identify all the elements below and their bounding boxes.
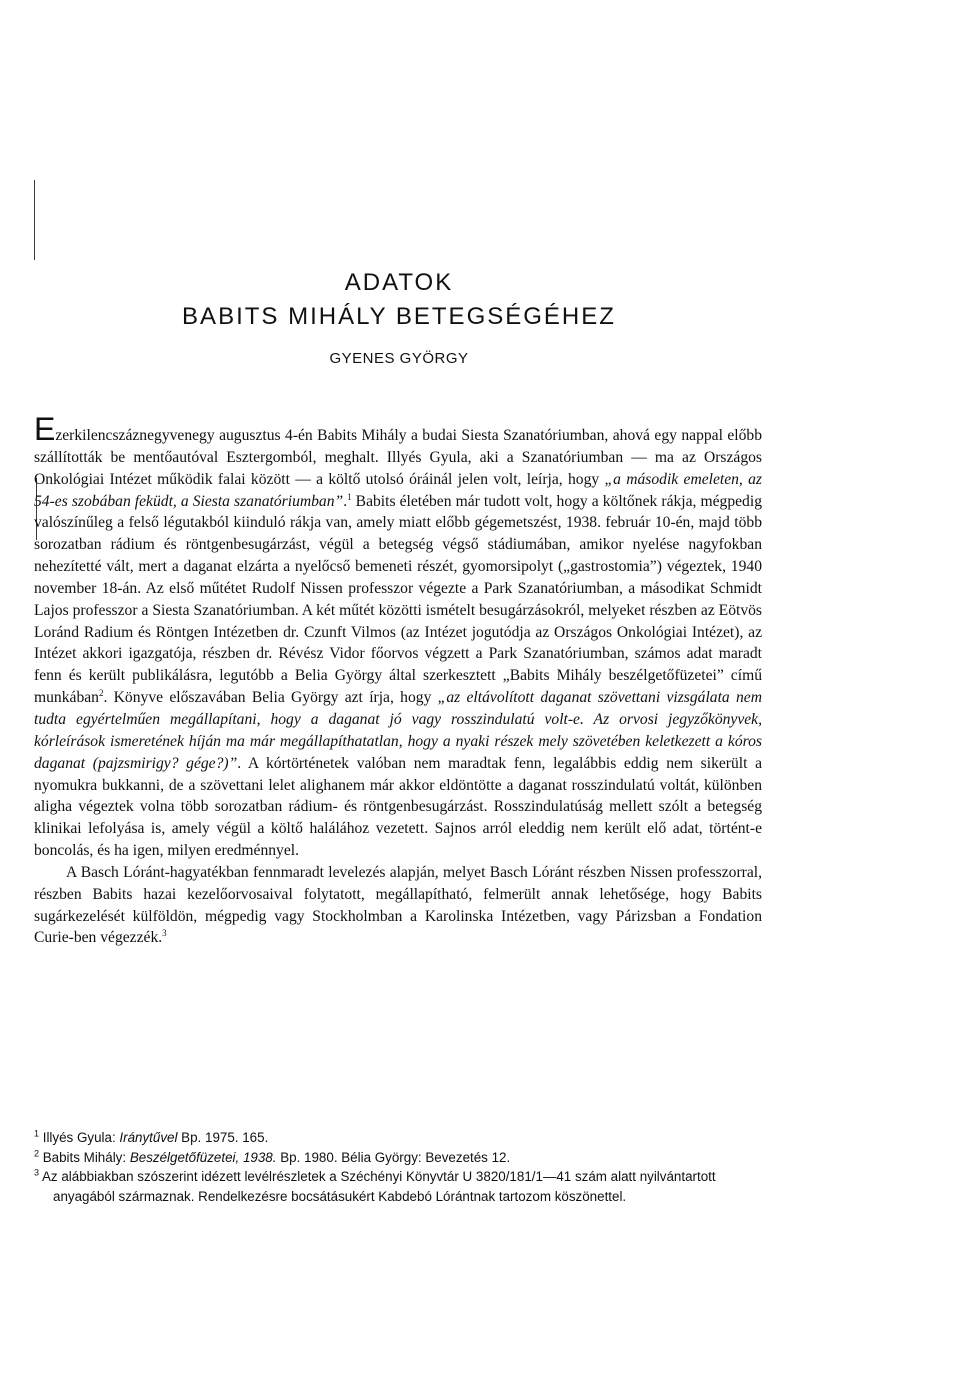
text-run: . A kórtörténetek valóban nem maradtak fenn, legalábbis eddig nem sikerült a nyomukra bukkanni, de a szövettani lelet alighanem már akkor eldöntötte a daganat rosszindulatú voltát, különben aligha végeztek volna több sorozatban rádium- és röntgenbesugárzást. Rosszindulatúság mellett szólt a betegség klinikai lefolyása is, amely végül a költő halálához vezetett. Sajnos arról eleddig nem került elő adat, történt-e boncolás, és ha igen, milyen eredménnyel. <box>34 754 763 860</box>
text-run: Babits életében már tudott volt, hogy a költőnek rákja, mégpedig valószínűleg a felső légutakból kiinduló rákja van, amely miatt előbb gégemetszést, 1938. február 10-én, majd több sorozatban rádium és röntgenbesugárzást, végül a betegség végső stádiumában, amikor nyelése nagyfokban nehezítetté vált, mert a daganat elzárta a nyelőcső bemeneti részét, gyomorsipolyt („gastrostomia”) végeztek, 1940 november 18-án. Az első műtétet Rudolf Nissen professzor végezte a Park Szanatóriumban, a másodikat Schmidt Lajos professzor a Siesta Szanatóriumban. A két műtét közötti ismételt besugárzásokról, melyeket részben az Eötvös Loránd Radium és Röntgen Intézetben dr. Czunft Vilmos (az Intézet jogutódja az Országos Onkológiai Intézet), az Intézet akkori igazgatója, részben dr. Révész Vidor főorvos végzett a Park Szanatóriumban, számos adat maradt fenn és került publikálásra, legutóbb a Belia György által szerkesztett „Babits Mihály beszélgetőfüzetei” című munkában <box>34 492 762 707</box>
footnote-text: Bp. 1975. 165. <box>177 1130 269 1145</box>
footnote-mark: 2 <box>34 1148 40 1159</box>
drop-cap: E <box>34 411 56 447</box>
footnotes <box>34 1128 762 1206</box>
footnote-mark: 3 <box>34 1167 40 1178</box>
text-run: zerkilencszáznegyvenegy augusztus 4-én Babits Mihály a budai Siesta Szanatóriumban, ahová egy nappal előbb szállították be mentőautóval Esztergomból, meghalt. Illyés Gyula, aki a Szanatóriumban — ma az Országos Onkológiai Intézet működik falai között — a költő utolsó óráinál jelen volt, leírja, hogy <box>34 427 762 488</box>
quote-italic: „az eltávolított daganat szövettani vizsgálata nem tudta egyértelműen megállapítani, hogy a daganat jó vagy rosszindulatú volt-e. Az orvosi jegyzőkönyvek, kórleírások ismeretének híján ma már megállapíthatatlan, hogy a nyaki részek mely szövetében keletkezett a kóros daganat (pajzsmirigy? gége?)” <box>34 689 762 772</box>
footnote-1 <box>34 1128 762 1148</box>
paragraph-2 <box>34 862 762 949</box>
title-block <box>34 266 764 367</box>
footnote-2 <box>34 1148 762 1168</box>
article-title-line-2: BABITS MIHÁLY BETEGSÉGÉHEZ <box>182 303 616 330</box>
footnote-mark: 1 <box>34 1128 40 1139</box>
footnote-ref: 3 <box>162 928 167 939</box>
quote-italic: „a második emeleten, az 54-es szobában feküdt, a Siesta szanatóriumban” <box>34 470 763 510</box>
paragraph-1: Ezerkilencszáznegyvenegy augusztus 4-én Babits Mihály a budai Siesta Szanatóriumban, ahová egy nappal előbb szállították be mentőautóval Esztergomból, meghalt. Illyés Gyula, aki a Szanatóriumban — ma az Országos Onkológiai Intézet működik falai között — a költő utolsó óráinál jelen volt, leírja, hogy „a második emeleten, az 54-es szobában feküdt, a Siesta szanatóriumban”.$^1$ Babits életében már tudott volt, hogy a költőnek rákja, mégpedig valószínűleg a felső légutakból kiinduló rákja van, amely miatt előbb gégemetszést, 1938. február 10-én, majd több sorozatban rádium és röntgenbesugárzást, végül a betegség végső stádiumában, amikor nyelése nagyfokban nehezítetté vált, mert a daganat elzárta a nyelőcső bemeneti részét, gyomorsipolyt („gastrostomia”) végeztek, 1940 november 18-án. Az első műtétet Rudolf Nissen professzor végezte a Park Szanatóriumban, a másodikat Schmidt Lajos professzor a Siesta Szanatóriumban. A két műtét közötti ismételt besugárzásokról, melyeket részben az Eötvös Loránd Radium és Röntgen Intézetben dr. Czunft Vilmos (az Intézet jogutódja az Országos Onkológiai Intézet), az Intézet akkori igazgatója, részben dr. Révész Vidor főorvos végzett a Park Szanatóriumban, számos adat maradt fenn és került publikálásra, legutóbb a Belia György által szerkesztett „Babits Mihály beszélgetőfüzetei” című munkában$^2$. Könyve előszavában Belia György azt írja, hogy „az eltávolított daganat szövettani vizsgálata nem tudta egyértelműen megállapítani, hogy a daganat jó vagy rosszindulatú volt-e. Az orvosi jegyzőkönyvek, kórleírások ismeretének híján ma már megállapíthatatlan, hogy a nyaki részek mely szövetében keletkezett a kóros daganat (pajzsmirigy? gége?)”. A kórtörténetek valóban nem maradtak fenn, legalábbis eddig nem sikerült a nyomukra bukkanni, de a szövettani lelet alighanem már akkor eldöntötte a daganat rosszindulatú voltát, különben aligha végeztek volna több sorozatban rádium- és röntgenbesugárzást. Rosszindulatúság mellett szólt a betegség klinikai lefolyása is, amely végül a költő halálához vezetett. Sajnos arról eleddig nem került elő adat, történt-e boncolás, és ha igen, milyen eredménnyel. <box>34 411 763 860</box>
footnote-text: Bp. 1980. Bélia György: Bevezetés 12. <box>276 1149 511 1165</box>
footnote-title: Beszélgetőfüzetei, 1938. <box>129 1149 277 1165</box>
text-run: . Könyve előszavában Belia György azt írja, hogy <box>103 689 438 707</box>
footnote-text: Illyés Gyula: <box>39 1130 120 1145</box>
footnote-text: Babits Mihály: <box>39 1149 130 1165</box>
scan-artifact-line <box>34 180 35 260</box>
text-run: A Basch Lóránt-hagyatékban fennmaradt levelezés alapján, melyet Basch Lóránt részben Nissen professzorral, részben Babits hazai kezelőorvosaival folytatott, megállapítható, felmerült annak lehetősége, hogy Babits sugárkezelését külföldön, mégpedig vagy Stockholmban a Karolinska Intézetben, vagy Párizsban a Fondation Curie-ben végezzék. <box>34 863 762 947</box>
footnote-ref: 1 <box>347 491 352 502</box>
footnote-text: Az alábbiakban szószerint idézett levélrészletek a Széchényi Könyvtár U 3820/181/1—41 szám alatt nyilvántartott anyagából származnak. Rendelkezésre bocsátásukért Kabdebó Lórántnak tartozom köszönettel. <box>39 1169 716 1204</box>
article-title-line-1: ADATOK <box>344 269 454 296</box>
footnote-title: Iránytűvel <box>119 1130 178 1145</box>
article-body <box>34 411 763 949</box>
author-name: GYENES GYÖRGY <box>329 350 469 367</box>
footnote-3 <box>34 1167 762 1206</box>
document-page <box>34 0 764 1387</box>
footnote-ref: 2 <box>98 687 104 698</box>
